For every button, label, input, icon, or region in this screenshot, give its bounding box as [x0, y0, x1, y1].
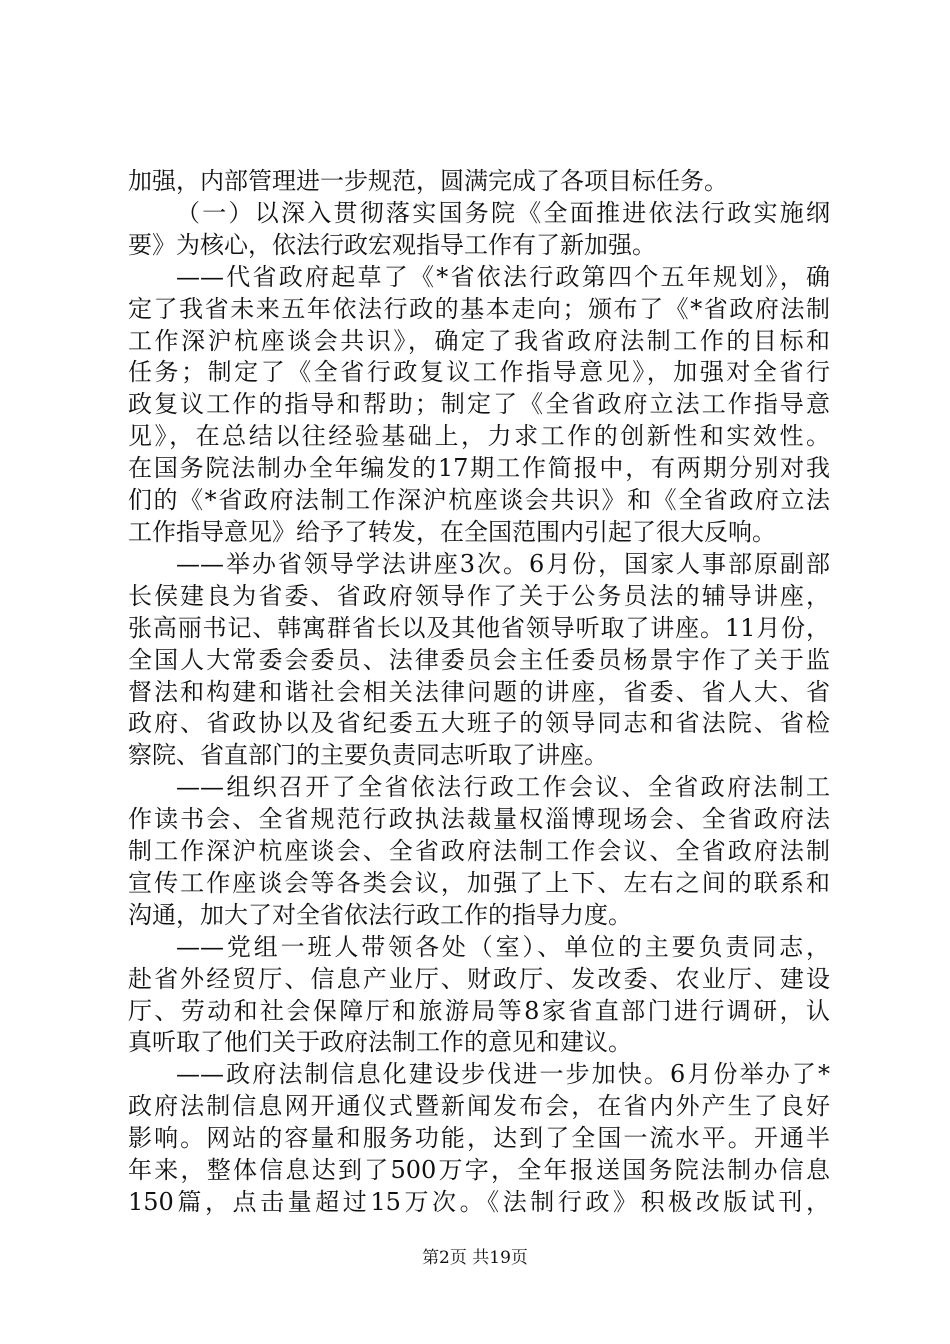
- text-line: 厅、劳动和社会保障厅和旅游局等8家省直部门进行调研，认: [128, 996, 830, 1025]
- text-line: ——组织召开了全省依法行政工作会议、全省政府法制工: [176, 773, 830, 802]
- text-line: （一）以深入贯彻落实国务院《全面推进依法行政实施纲: [176, 198, 830, 227]
- text-line: ——举办省领导学法讲座3次。6月份，国家人事部原副部: [176, 549, 830, 578]
- text-line: 在国务院法制办全年编发的17期工作简报中，有两期分别对我: [128, 454, 830, 483]
- text-line: 督法和构建和谐社会相关法律问题的讲座，省委、省人大、省: [128, 677, 830, 706]
- paragraph: [128, 166, 830, 198]
- text-line: 定了我省未来五年依法行政的基本走向；颁布了《*省政府法制: [128, 294, 830, 323]
- text-line: 宣传工作座谈会等各类会议，加强了上下、左右之间的联系和: [128, 868, 830, 897]
- document-body: [128, 166, 830, 1219]
- text-line: 见》，在总结以往经验基础上，力求工作的创新性和实效性。: [128, 422, 830, 451]
- text-line: 政复议工作的指导和帮助；制定了《全省政府立法工作指导意: [128, 390, 830, 419]
- paragraph: [128, 549, 830, 772]
- text-line: 长侯建良为省委、省政府领导作了关于公务员法的辅导讲座，: [128, 581, 830, 610]
- text-line: 影响。网站的容量和服务功能，达到了全国一流水平。开通半: [128, 1124, 830, 1153]
- text-line: 沟通，加大了对全省依法行政工作的指导力度。: [128, 900, 632, 929]
- text-line: 察院、省直部门的主要负责同志听取了讲座。: [128, 741, 608, 770]
- text-line: ——代省政府起草了《*省依法行政第四个五年规划》，确: [176, 262, 830, 291]
- text-line: ——党组一班人带领各处（室）、单位的主要负责同志，: [176, 932, 830, 961]
- text-line: 作读书会、全省规范行政执法裁量权淄博现场会、全省政府法: [128, 805, 830, 834]
- paragraph: [128, 772, 830, 932]
- text-line: 张高丽书记、韩寓群省长以及其他省领导听取了讲座。11月份，: [128, 613, 830, 642]
- page-number-footer: 第2页 共19页: [422, 1248, 528, 1268]
- text-line: 政府法制信息网开通仪式暨新闻发布会，在省内外产生了良好: [128, 1092, 830, 1121]
- text-line: 要》为核心，依法行政宏观指导工作有了新加强。: [128, 230, 656, 259]
- text-line: ——政府法制信息化建设步伐进一步加快。6月份举办了*: [176, 1060, 830, 1089]
- text-line: 工作深沪杭座谈会共识》，确定了我省政府法制工作的目标和: [128, 326, 830, 355]
- text-line: 加强，内部管理进一步规范，圆满完成了各项目标任务。: [128, 167, 728, 195]
- paragraph: [128, 932, 830, 1060]
- text-line: 真听取了他们关于政府法制工作的意见和建议。: [128, 1028, 632, 1057]
- text-line: 全国人大常委会委员、法律委员会主任委员杨景宇作了关于监: [128, 645, 830, 674]
- paragraph: [128, 198, 830, 262]
- paragraph: [128, 1059, 830, 1219]
- text-line: 150篇，点击量超过15万次。《法制行政》积极改版试刊，: [128, 1188, 830, 1216]
- paragraph: [128, 262, 830, 549]
- text-line: 赴省外经贸厅、信息产业厅、财政厅、发改委、农业厅、建设: [128, 964, 830, 993]
- text-line: 年来，整体信息达到了500万字，全年报送国务院法制办信息: [128, 1156, 830, 1185]
- text-line: 制工作深沪杭座谈会、全省政府法制工作会议、全省政府法制: [128, 837, 830, 866]
- text-line: 政府、省政协以及省纪委五大班子的领导同志和省法院、省检: [128, 709, 830, 738]
- text-line: 工作指导意见》给予了转发，在全国范围内引起了很大反响。: [128, 517, 776, 546]
- text-line: 任务；制定了《全省行政复议工作指导意见》，加强对全省行: [128, 358, 830, 387]
- text-line: 们的《*省政府法制工作深沪杭座谈会共识》和《全省政府立法: [128, 486, 830, 515]
